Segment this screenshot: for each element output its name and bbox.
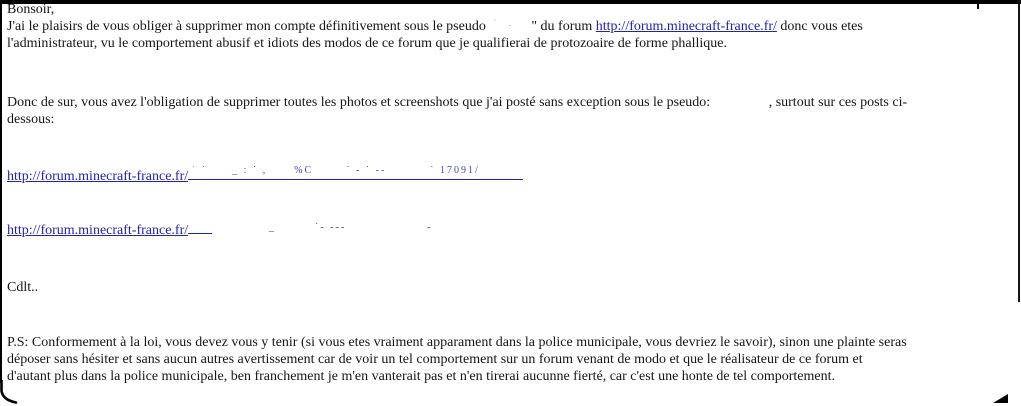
url-fragment: ‐ <box>427 222 433 233</box>
redacted-url-segment-2 <box>188 220 212 234</box>
url-fragment: ˙ 17091/ <box>430 166 480 176</box>
redacted-pseudo-1 <box>489 20 531 30</box>
ps-line1: P.S: Conformement à la loi, vous devez vous y tenir (si vous etes vraiment apparament dans la police municipale, vous devriez le savoir), sinon une plainte seras <box>7 335 907 350</box>
para2-text-before-pseudo: Donc de sur, vous avez l'obligation de supprimer toutes les photos et screenshots que j'ai posté sans exception sous le pseudo: <box>7 95 714 110</box>
paragraph-demand <box>7 94 907 128</box>
forum-home-link[interactable]: http://forum.minecraft-france.fr/ <box>595 19 777 34</box>
para1-line2 <box>7 18 863 35</box>
para1-text-before-pseudo: J'ai le plaisirs de vous obliger à supprimer mon compte définitivement sous le pseudo <box>7 19 490 34</box>
post-link-2 <box>7 220 433 239</box>
para1-line3: l'administrateur, vu le comportement abusif et idiots des modos de ce forum que je qualifierai de protozoaire de forme phallique. <box>7 36 728 51</box>
redacted-pseudo-2 <box>714 96 769 106</box>
url-fragment: _ <box>269 222 276 233</box>
para2-text-after-pseudo: , surtout sur ces posts ci- <box>768 95 908 110</box>
corner-triangle-icon <box>993 394 1008 403</box>
window-notch-mark <box>977 4 979 9</box>
paragraph-greeting-intro <box>7 1 863 52</box>
closing-line: Cdlt.. <box>7 280 39 295</box>
para1-text-after-pseudo: " du forum <box>531 19 596 34</box>
url-fragment: ˙ ‐ ˙ ‐‐ <box>346 166 387 176</box>
right-border-line <box>1018 0 1020 302</box>
url-fragment: _ : ˙ , <box>232 166 268 176</box>
para1-text-after-link: donc vous etes <box>776 19 863 34</box>
post-link-2-anchor[interactable]: http://forum.minecraft-france.fr/ <box>7 223 189 238</box>
url-fragment: ´ ˙ <box>192 166 208 176</box>
post-link-1 <box>7 166 523 185</box>
ps-line2: déposer sans hésiter et sans aucun autres avertissement car de voir un tel comportement sur un forum venant de modo et que le réalisateur de ce forum et <box>7 352 863 367</box>
para2-line1 <box>7 94 907 111</box>
para2-line2: dessous: <box>7 112 55 127</box>
url-fragment: ˙‐ ‐‐‐ <box>315 222 347 233</box>
ps-line3: d'autant plus dans la police municipale, ben franchement je m'en vanterait pas et n'en tirerai aucunne fierté, car c'est une honte de tel comportement. <box>7 369 835 384</box>
greeting-line: Bonsoir, <box>7 2 55 17</box>
postscript-paragraph <box>7 334 907 385</box>
redaction-remnant-marks: ˙ . <box>493 18 516 28</box>
redacted-url-segment-1 <box>188 166 523 180</box>
url-fragment: %C <box>294 166 314 176</box>
left-border-line <box>0 0 2 383</box>
post-link-1-anchor[interactable]: http://forum.minecraft-france.fr/ <box>7 169 189 184</box>
